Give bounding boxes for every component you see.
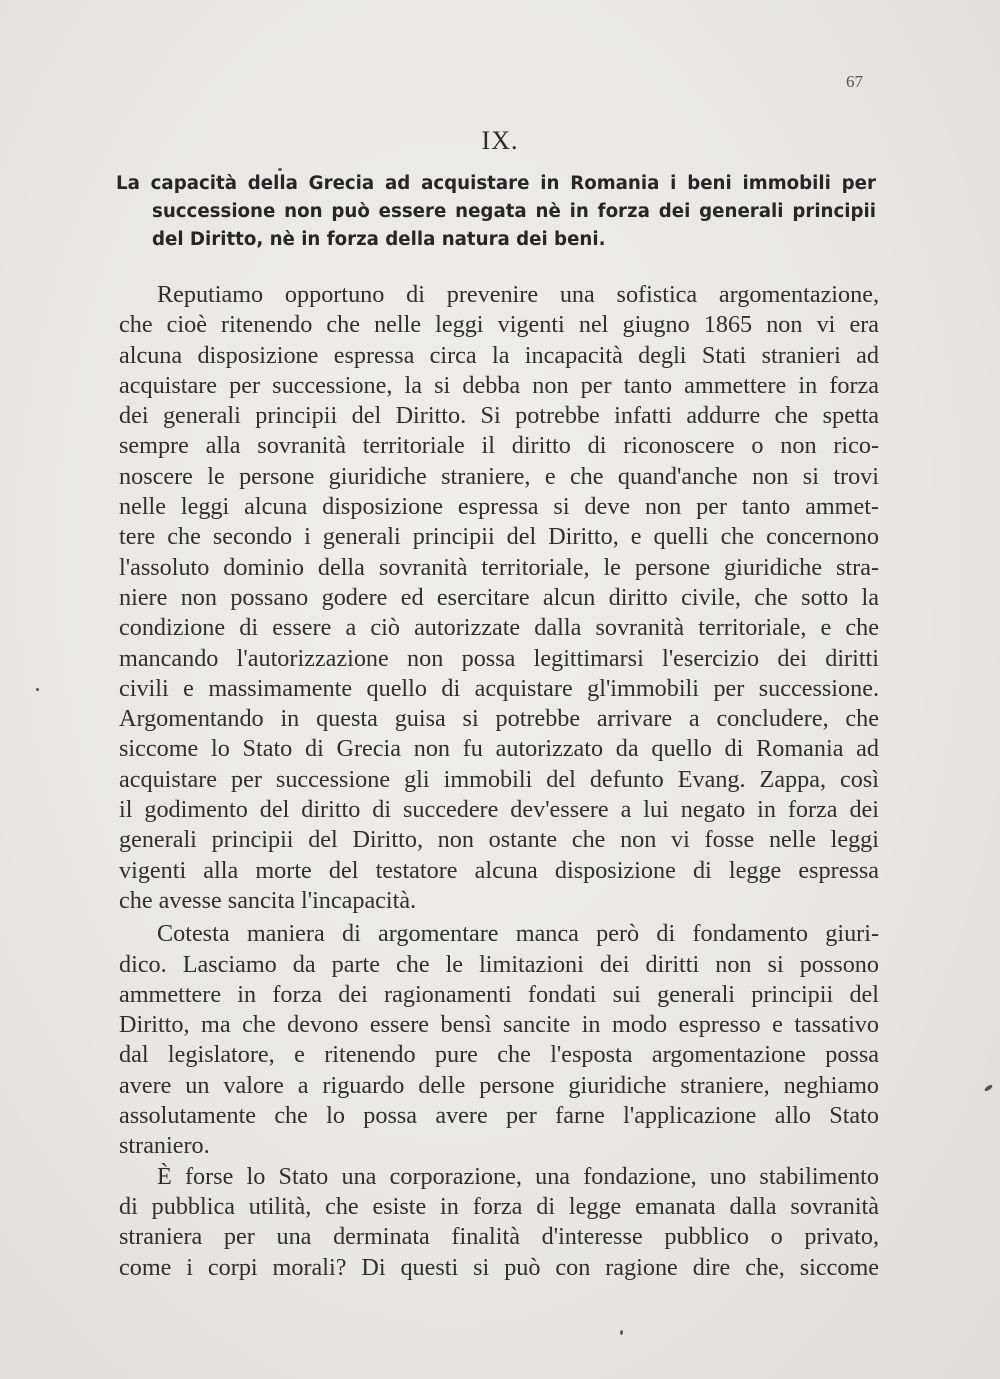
text-line: il godimento del diritto di succedere dev'essere a lui negato in forza dei: [119, 796, 879, 824]
text-line: mancando l'autorizzazione non possa legittimarsi l'esercizio dei diritti: [119, 644, 879, 672]
text-line: acquistare per successione, la si debba non per tanto ammettere in forza: [119, 371, 879, 399]
text-line: assolutamente che lo possa avere per farne l'applicazione allo Stato: [119, 1102, 879, 1130]
text-line: dei generali principii del Diritto. Si potrebbe infatti addurre che spetta: [119, 402, 879, 430]
scan-speck: [620, 1330, 623, 1335]
text-line: nelle leggi alcuna disposizione espressa si deve non per tanto ammet-: [119, 493, 879, 521]
text-line: niere non possano godere ed esercitare alcun diritto civile, che sotto la: [119, 583, 879, 611]
text-line: l'assoluto dominio della sovranità territoriale, le persone giuridiche stra-: [119, 553, 879, 581]
text-line: È forse lo Stato una corporazione, una fondazione, uno stabilimento: [157, 1162, 879, 1190]
paragraph: [119, 919, 879, 1161]
text-line: di pubblica utilità, che esiste in forza di legge emanata dalla sovranità: [119, 1192, 879, 1220]
paragraph: [119, 280, 879, 916]
text-line: condizione di essere a ciò autorizzate dalla sovranità territoriale, e che: [119, 614, 879, 642]
section-heading: [116, 170, 876, 254]
text-line: straniera per una derminata finalità d'interesse pubblico o privato,: [119, 1223, 879, 1251]
scan-speck: [984, 1084, 994, 1092]
text-line: Reputiamo opportuno di prevenire una sofistica argomentazione,: [157, 281, 879, 308]
text-line: alcuna disposizione espressa circa la incapacità degli Stati stranieri ad: [119, 341, 879, 369]
text-line: acquistare per successione gli immobili del defunto Evang. Zappa, così: [119, 765, 879, 793]
text-line: straniero.: [119, 1132, 210, 1160]
section-number: IX.: [481, 126, 519, 155]
text-line: civili e massimamente quello di acquistare gl'immobili per successione.: [119, 674, 879, 702]
text-line: Diritto, ma che devono essere bensì sancite in modo espresso e tassativo: [119, 1011, 879, 1039]
text-line: ammettere in forza dei ragionamenti fondati sui generali principii del: [119, 980, 879, 1008]
text-line: siccome lo Stato di Grecia non fu autorizzato da quello di Romania ad: [119, 735, 879, 763]
text-line: come i corpi morali? Di questi si può con ragione dire che, siccome: [119, 1253, 879, 1281]
heading-line: del Diritto, nè in forza della natura dei beni.: [152, 229, 606, 250]
paragraph: [119, 1162, 879, 1283]
text-line: dico. Lasciamo da parte che le limitazioni dei diritti non si possono: [119, 950, 879, 978]
heading-line: successione non può essere negata nè in forza dei generali principii: [152, 201, 876, 222]
text-line: sempre alla sovranità territoriale il diritto di riconoscere o non rico-: [119, 432, 879, 460]
text-line: che cioè ritenendo che nelle leggi vigenti nel giugno 1865 non vi era: [119, 311, 879, 339]
text-line: avere un valore a riguardo delle persone giuridiche straniere, neghiamo: [119, 1071, 879, 1099]
text-line: dal legislatore, e ritenendo pure che l'esposta argomentazione possa: [119, 1041, 879, 1069]
page-number: 67: [846, 72, 863, 91]
text-line: che avesse sancita l'incapacità.: [119, 886, 417, 914]
scan-speck: [278, 168, 282, 171]
text-line: vigenti alla morte del testatore alcuna disposizione di legge espressa: [119, 856, 879, 884]
text-line: Argomentando in questa guisa si potrebbe arrivare a concludere, che: [119, 705, 879, 733]
body-text: [119, 280, 879, 1283]
scan-speck: [36, 688, 39, 691]
text-line: Cotesta maniera di argomentare manca però di fondamento giuri-: [157, 920, 879, 948]
heading-line: La capacità della Grecia ad acquistare in Romania i beni immobili per: [116, 173, 876, 194]
text-line: noscere le persone giuridiche straniere, e che quand'anche non si trovi: [119, 462, 879, 490]
text-line: generali principii del Diritto, non ostante che non vi fosse nelle leggi: [119, 826, 879, 854]
text-line: tere che secondo i generali principii del Diritto, e quelli che concernono: [119, 523, 879, 551]
